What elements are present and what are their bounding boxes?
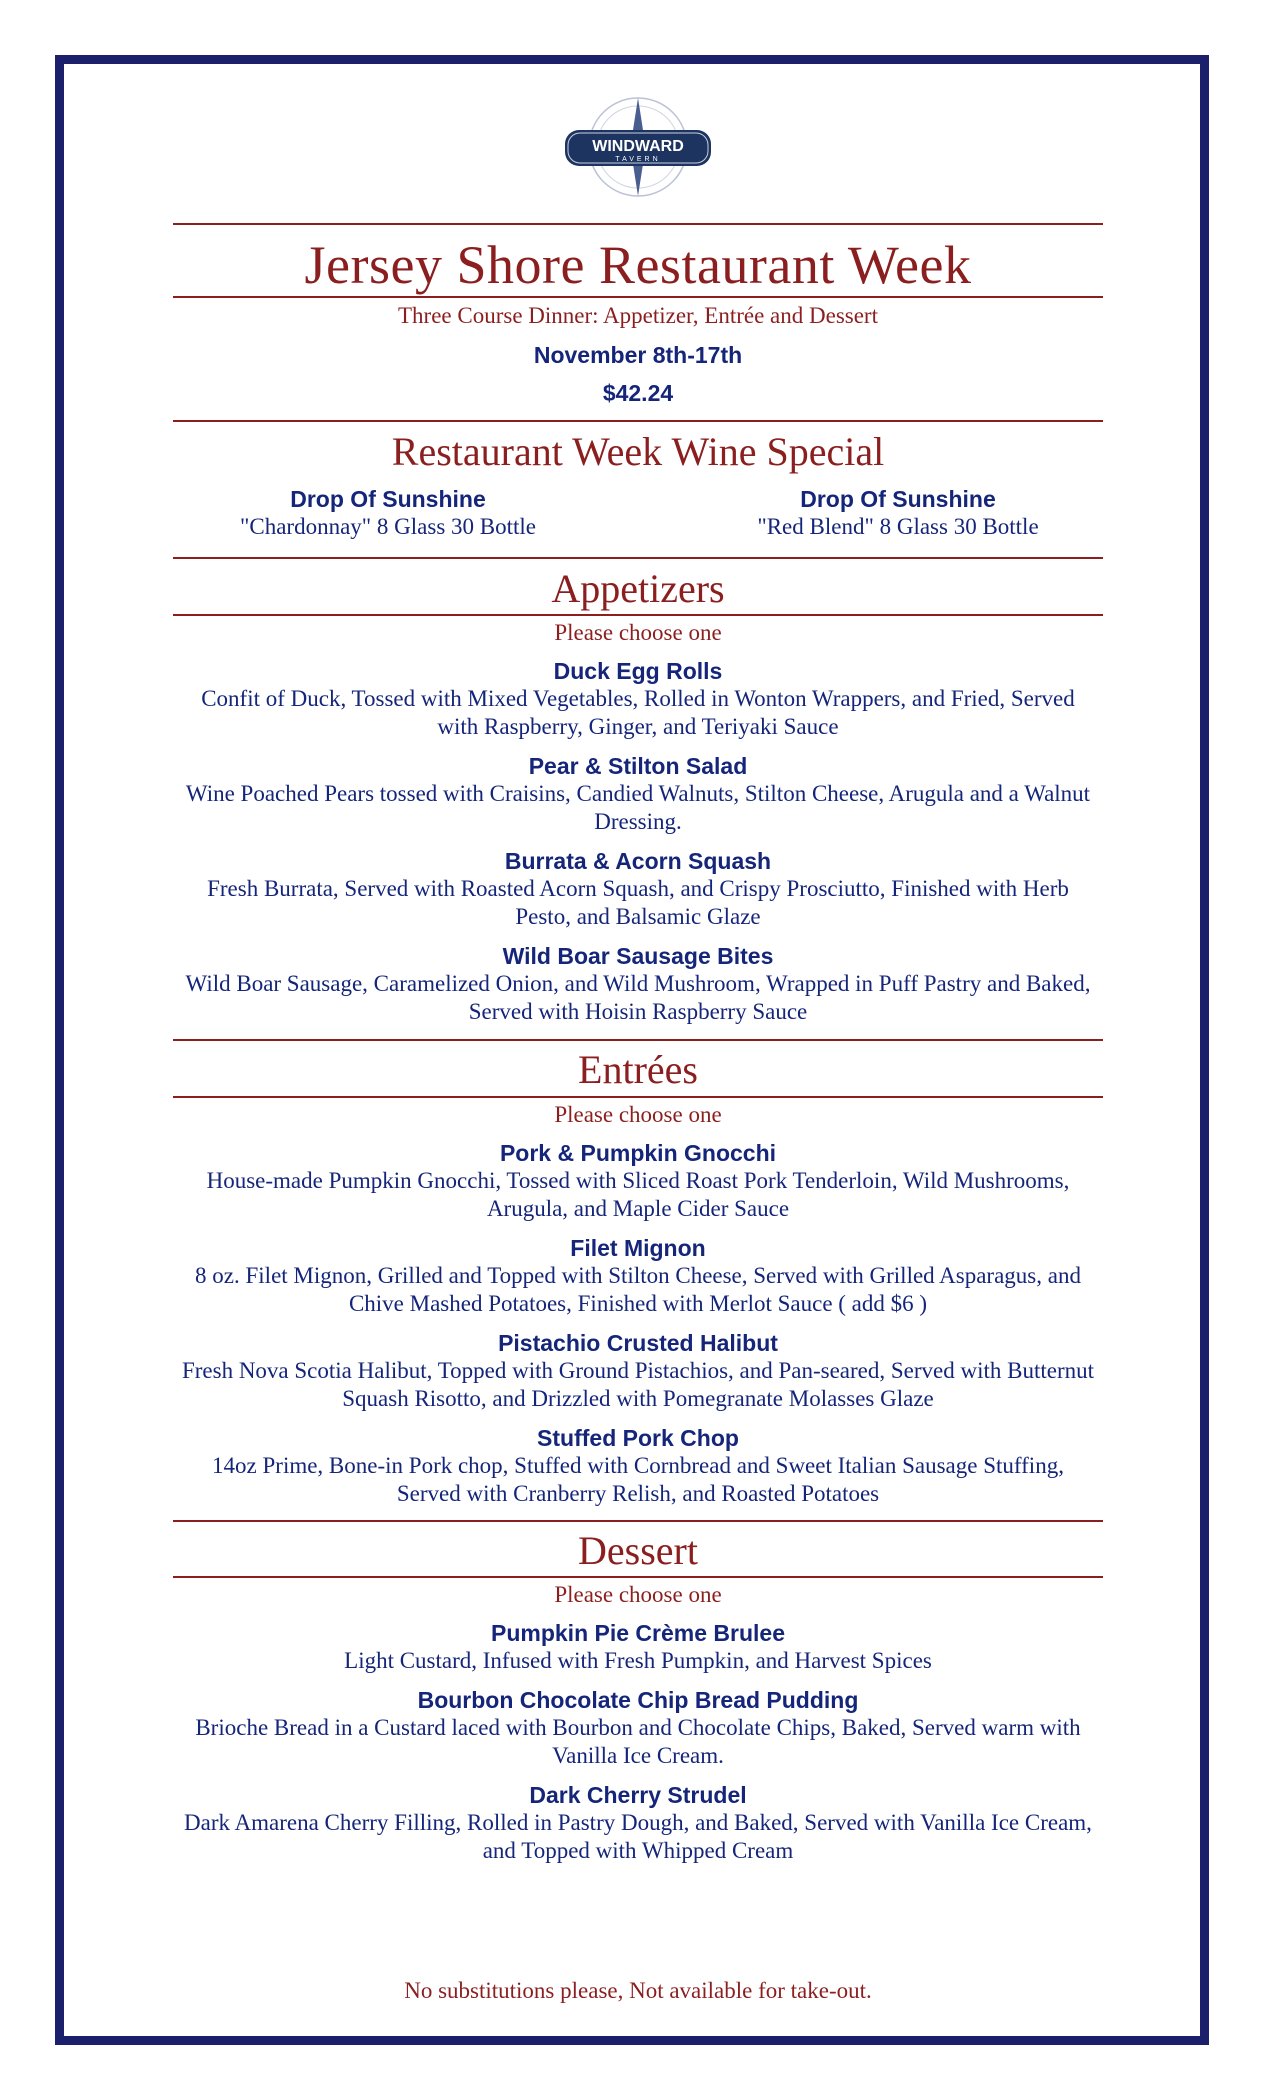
item-name: Filet Mignon [570,1235,706,1261]
wine-name: Drop Of Sunshine [290,486,486,512]
divider [173,1096,1103,1098]
item-name: Duck Egg Rolls [553,658,723,684]
menu-item [173,752,1103,836]
item-name: Stuffed Pork Chop [537,1425,739,1451]
item-description: 14oz Prime, Bone-in Pork chop, Stuffed with Cornbread and Sweet Italian Sausage Stuffing, Served with Cranberry Relish, and Roasted Potatoes [212,1453,1064,1506]
item-name: Pumpkin Pie Crème Brulee [491,1620,785,1646]
item-description: House-made Pumpkin Gnocchi, Tossed with Sliced Roast Pork Tenderloin, Wild Mushrooms, Arugula, and Maple Cider Sauce [206,1168,1070,1221]
item-name: Dark Cherry Strudel [529,1782,747,1808]
menu-item [173,657,1103,741]
price: $42.24 [602,380,674,406]
wine-name: Drop Of Sunshine [800,486,996,512]
item-description: Light Custard, Infused with Fresh Pumpkin, and Harvest Spices [344,1648,932,1673]
divider [173,1039,1103,1041]
item-name: Burrata & Acorn Squash [504,848,772,874]
divider [173,557,1103,559]
item-name: Wild Boar Sausage Bites [502,943,774,969]
divider [173,223,1103,225]
wine-detail: "Red Blend" 8 Glass 30 Bottle [757,514,1039,539]
appetizers-heading: Appetizers [551,566,725,611]
svg-text:TAVERN: TAVERN [615,156,661,163]
choose-note: Please choose one [554,1582,722,1607]
svg-text:WINDWARD: WINDWARD [592,138,684,155]
wine-item [678,485,1118,541]
entrees-heading: Entrées [578,1047,698,1092]
item-name: Pear & Stilton Salad [528,753,748,779]
menu-item [173,847,1103,931]
menu-item [173,1329,1103,1413]
event-dates: November 8th-17th [533,342,743,368]
divider [173,1576,1103,1578]
divider [173,1520,1103,1522]
wine-item [168,485,608,541]
page-title: Jersey Shore Restaurant Week [304,235,972,295]
menu-item [173,1619,1103,1675]
wine-heading: Restaurant Week Wine Special [391,429,885,474]
menu-item [173,942,1103,1026]
item-description: Brioche Bread in a Custard laced with Bourbon and Chocolate Chips, Baked, Served warm with Vanilla Ice Cream. [195,1715,1081,1768]
footer-note: No substitutions please, Not available for take-out. [404,1978,872,2003]
item-description: 8 oz. Filet Mignon, Grilled and Topped with Stilton Cheese, Served with Grilled Asparagus, and Chive Mashed Potatoes, Finished with Merlot Sauce ( add $6 ) [195,1263,1081,1316]
item-description: Dark Amarena Cherry Filling, Rolled in Pastry Dough, and Baked, Served with Vanilla Ice Cream, and Topped with Whipped Cream [184,1810,1092,1863]
menu-item [173,1234,1103,1318]
windward-tavern-logo [561,96,715,198]
item-name: Bourbon Chocolate Chip Bread Pudding [417,1687,859,1713]
menu-item [173,1424,1103,1508]
item-description: Fresh Nova Scotia Halibut, Topped with Ground Pistachios, and Pan-seared, Served with Butternut Squash Risotto, and Drizzled with Pomegranate Molasses Glaze [181,1358,1095,1411]
dessert-heading: Dessert [578,1528,698,1573]
menu-item [173,1781,1103,1865]
item-description: Confit of Duck, Tossed with Mixed Vegetables, Rolled in Wonton Wrappers, and Fried, Served with Raspberry, Ginger, and Teriyaki Sauce [201,686,1075,739]
item-description: Fresh Burrata, Served with Roasted Acorn Squash, and Crispy Prosciutto, Finished with Herb Pesto, and Balsamic Glaze [207,876,1069,929]
choose-note: Please choose one [554,1102,722,1127]
wine-detail: "Chardonnay" 8 Glass 30 Bottle [239,514,537,539]
item-name: Pistachio Crusted Halibut [498,1330,778,1356]
menu-item [173,1686,1103,1770]
divider [173,296,1103,298]
menu-item [173,1139,1103,1223]
divider [173,420,1103,422]
item-description: Wild Boar Sausage, Caramelized Onion, and Wild Mushroom, Wrapped in Puff Pastry and Baked, Served with Hoisin Raspberry Sauce [185,971,1091,1024]
item-description: Wine Poached Pears tossed with Craisins, Candied Walnuts, Stilton Cheese, Arugula and a Walnut Dressing. [185,781,1091,834]
page-subtitle: Three Course Dinner: Appetizer, Entrée and Dessert [398,303,878,328]
divider [173,614,1103,616]
choose-note: Please choose one [554,620,722,645]
item-name: Pork & Pumpkin Gnocchi [499,1140,777,1166]
